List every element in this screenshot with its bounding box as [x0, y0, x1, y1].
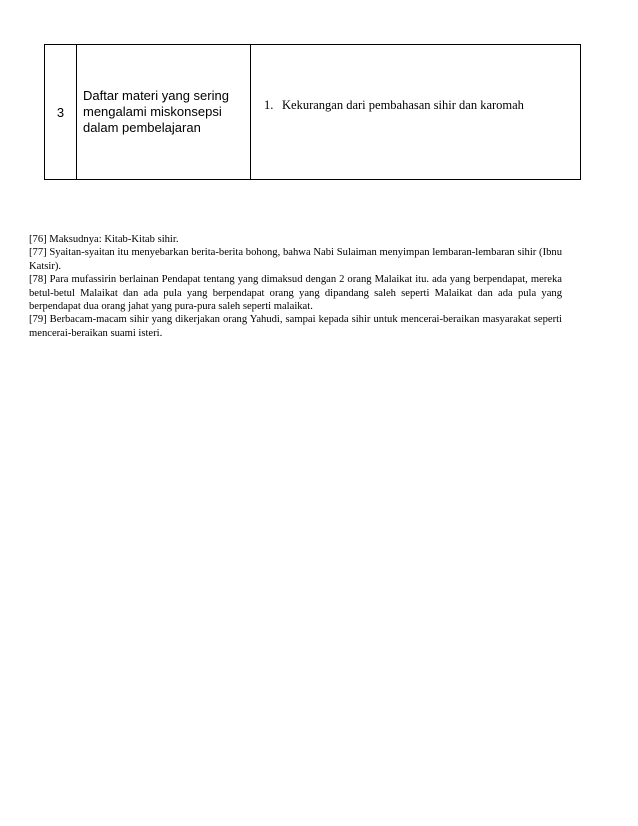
- row-number: 3: [56, 104, 65, 120]
- footnotes: [29, 233, 562, 340]
- list-item: [264, 98, 580, 113]
- list-item-number: 1.: [264, 98, 274, 112]
- footnote-79: [79] Berbacam-macam sihir yang dikerjakan orang Yahudi, sampai kepada sihir untuk mencerai-beraikan masyarakat seperti mencerai-beraikan suami isteri.: [29, 314, 562, 339]
- items-cell: [251, 45, 580, 179]
- topic-cell: [77, 45, 251, 179]
- list-item-text: Kekurangan dari pembahasan sihir dan karomah: [282, 98, 524, 112]
- misconception-table: [44, 44, 581, 180]
- footnote-77: [77] Syaitan-syaitan itu menyebarkan berita-berita bohong, bahwa Nabi Sulaiman menyimpan lembaran-lembaran sihir (Ibnu Katsir).: [29, 247, 562, 272]
- topic-line: dalam pembelajaran: [83, 120, 201, 135]
- topic-line: Daftar materi yang sering: [83, 88, 229, 103]
- topic-text: [83, 88, 229, 136]
- footnote-76: [76] Maksudnya: Kitab-Kitab sihir.: [29, 234, 179, 245]
- footnote-78: [78] Para mufassirin berlainan Pendapat tentang yang dimaksud dengan 2 orang Malaikat itu. ada yang berpendapat, mereka betul-betul Malaikat dan ada pula yang berpendapat orang yang dipandang saleh seperti Malaikat dan ada pula yang berpendapat dua orang jahat yang pura-pura saleh seperti malaikat.: [29, 274, 562, 313]
- topic-line: mengalami miskonsepsi: [83, 104, 222, 119]
- row-number-cell: [45, 45, 77, 179]
